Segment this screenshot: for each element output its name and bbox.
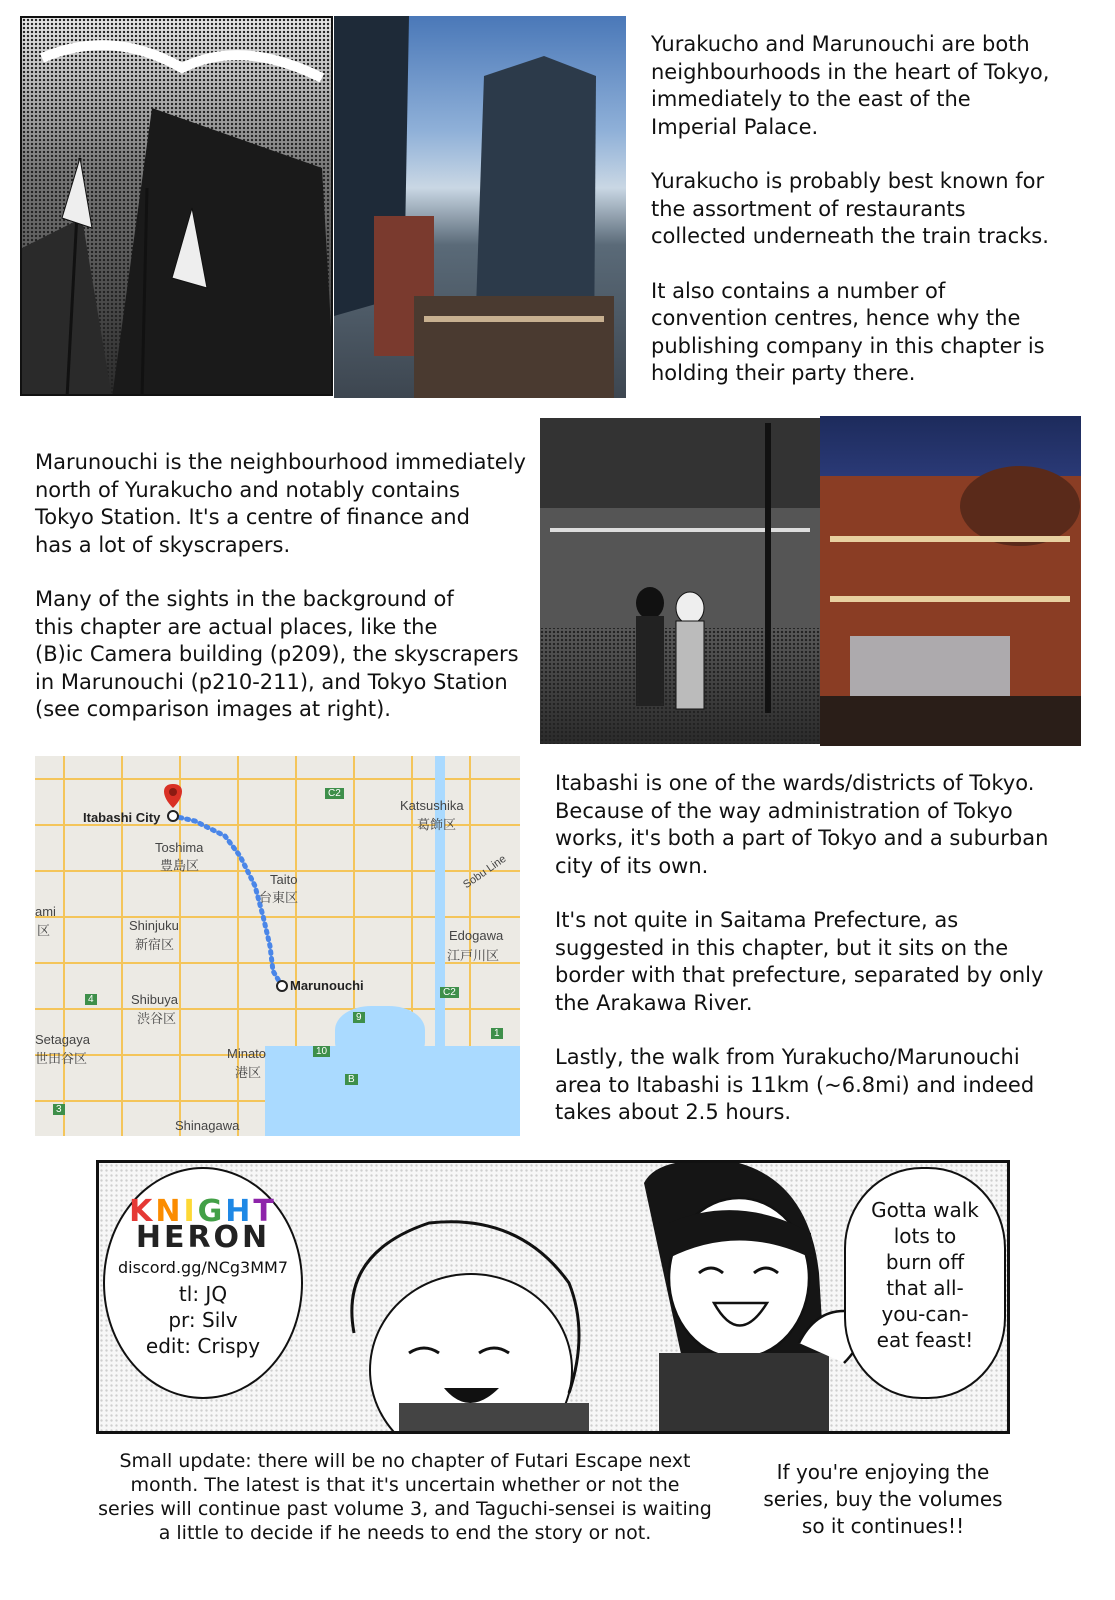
- paragraph: Marunouchi is the neighbourhood immediately north of Yurakucho and notably contains Tokyo Station. It's a centre of finance and has a lot of skyscrapers.: [35, 450, 526, 557]
- section3-text: [555, 770, 1095, 1154]
- map-label: Marunouchi: [290, 978, 364, 993]
- manga-panel-tokyo-station: [540, 418, 820, 744]
- skyscraper-illustration: [22, 18, 333, 396]
- map-label: Shinagawa: [175, 1118, 240, 1133]
- map-label: Minato: [227, 1046, 267, 1061]
- map-label: 豊島区: [160, 858, 200, 873]
- map-label: 渋谷区: [137, 1011, 177, 1026]
- map-label: 葛飾区: [417, 817, 457, 832]
- photo-skyscrapers: [334, 16, 626, 398]
- paragraph: It also contains a number of convention centres, hence why the publishing company in this chapter is holding their party there.: [651, 278, 1045, 385]
- credit-edit: edit: Crispy: [145, 1334, 261, 1358]
- skyscraper-photo-shapes: [334, 16, 626, 398]
- map-label: Katsushika: [400, 798, 464, 813]
- credit-pr: pr: Silv: [168, 1308, 238, 1332]
- map-label: 台東区: [259, 890, 299, 905]
- manga-panel-characters: [96, 1160, 1010, 1434]
- footer-update: Small update: there will be no chapter of Futari Escape next month. The latest is that it's uncertain whether or not the series will continue past volume 3, and Taguchi-sensei is waiting a little to decide if he needs to end the story or not.: [98, 1450, 712, 1544]
- credits-bubble: [103, 1167, 303, 1399]
- paragraph: Yurakucho and Marunouchi are both neighbourhoods in the heart of Tokyo, immediately to the east of the Imperial Palace.: [651, 32, 1050, 139]
- map-label: Shinjuku: [129, 918, 179, 933]
- map-label: Toshima: [155, 840, 204, 855]
- map-label: 区: [37, 923, 51, 938]
- road-badge: 1: [491, 1028, 503, 1039]
- road-badge: C2: [440, 987, 459, 998]
- manga-panel-skyscrapers: [20, 16, 333, 396]
- logo-line2: HERON: [135, 1220, 271, 1255]
- speech-bubble: [844, 1167, 1006, 1399]
- map-label: 江戸川区: [447, 948, 500, 963]
- route-map: [35, 756, 520, 1136]
- road-badge: 10: [313, 1046, 330, 1057]
- section1-text: [651, 31, 1101, 415]
- paragraph: Yurakucho is probably best known for the assortment of restaurants collected underneath the train tracks.: [651, 169, 1049, 248]
- speech-text: Gotta walk lots to burn off that all- you-can- eat feast!: [871, 1198, 979, 1352]
- station-illustration: [540, 418, 820, 744]
- map-label: Itabashi City: [83, 810, 161, 825]
- road-badge: C2: [325, 788, 344, 799]
- station-photo-shapes: [820, 416, 1081, 746]
- paragraph: It's not quite in Saitama Prefecture, as suggested in this chapter, but it sits on the border with that prefecture, separated by only the Arakawa River.: [555, 908, 1044, 1015]
- map-label: Setagaya: [35, 1032, 90, 1047]
- section2-text: [35, 449, 535, 751]
- map-label: Edogawa: [449, 928, 504, 943]
- paragraph: Itabashi is one of the wards/districts of Tokyo. Because of the way administration of Tokyo works, it's both a part of Tokyo and a suburban city of its own.: [555, 771, 1049, 878]
- photo-tokyo-station: [820, 416, 1081, 746]
- map-label: Shibuya: [131, 992, 178, 1007]
- discord-link[interactable]: discord.gg/NCg3MM7: [117, 1258, 289, 1277]
- knight-logo-text: KNIGHT: [129, 1194, 277, 1229]
- map-label: Taito: [270, 872, 298, 887]
- map-label: 新宿区: [135, 937, 175, 952]
- paragraph: Lastly, the walk from Yurakucho/Marunouchi area to Itabashi is 11km (~6.8mi) and indeed takes about 2.5 hours.: [555, 1045, 1035, 1124]
- paragraph: Many of the sights in the background of this chapter are actual places, like the (B)ic Camera building (p209), the skyscrapers in Marunouchi (p210-211), and Tokyo Station (see comparison images at right).: [35, 587, 519, 721]
- map-label: Sobu Line: [461, 852, 509, 892]
- map-label: ami: [35, 904, 56, 919]
- road-badge: 4: [85, 994, 97, 1005]
- road-badge: B: [345, 1074, 358, 1085]
- map-label: 世田谷区: [35, 1051, 88, 1066]
- credit-tl: tl: JQ: [178, 1282, 228, 1306]
- map-label: 港区: [235, 1065, 262, 1080]
- footer-support: If you're enjoying the series, buy the volumes so it continues!!: [763, 1460, 1003, 1538]
- road-badge: 9: [353, 1012, 365, 1023]
- road-badge: 3: [53, 1104, 65, 1115]
